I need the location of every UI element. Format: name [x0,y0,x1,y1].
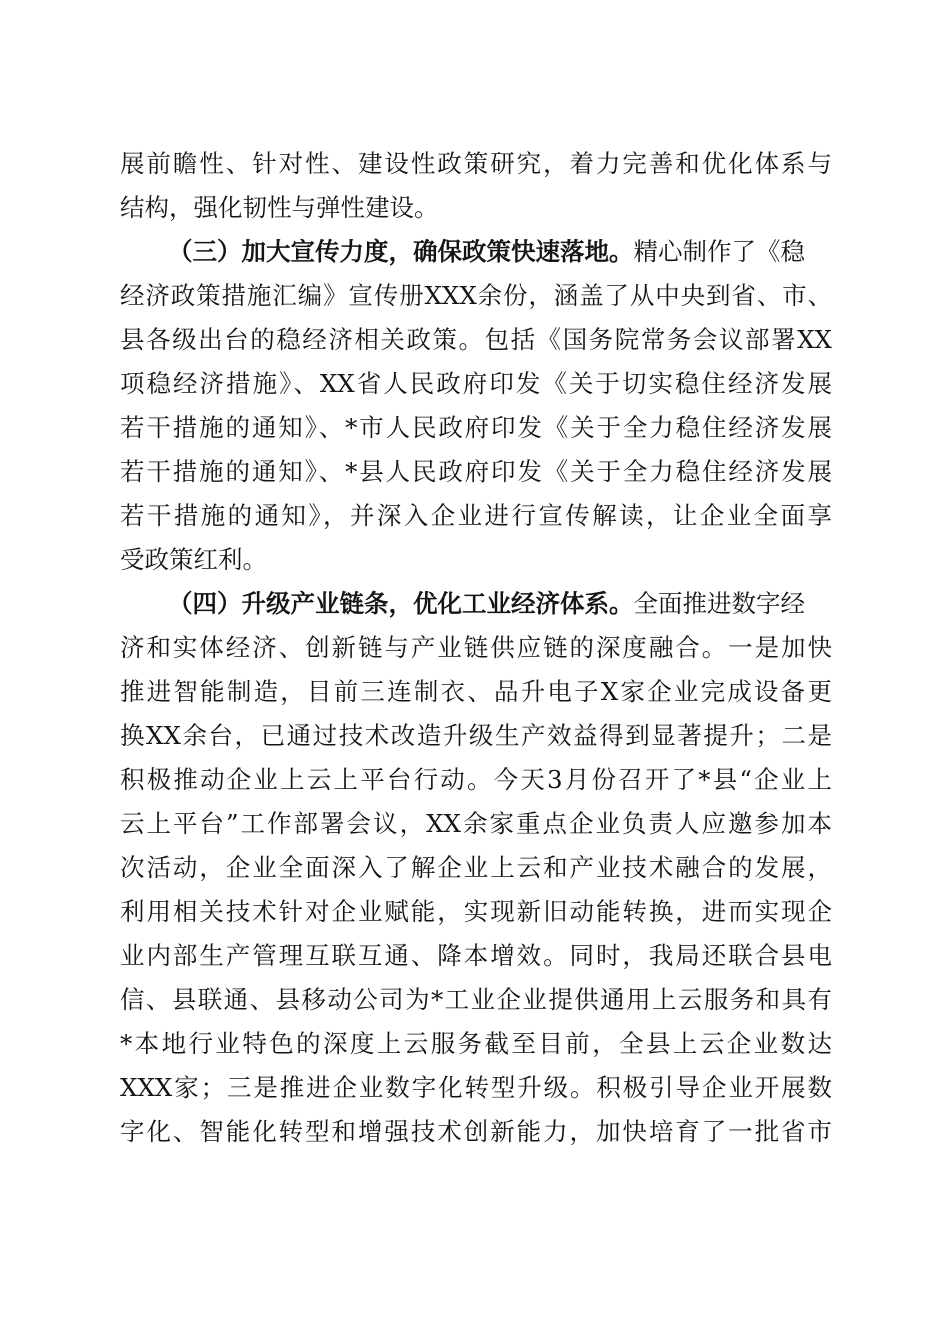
section-3-heading: （三）加大宣传力度，确保政策快速落地。 [168,237,634,266]
paragraph-line: XXX家；三是推进企业数字化转型升级。积极引导企业开展数 [120,1073,832,1102]
paragraph-line: 受政策红利。 [120,545,267,574]
paragraph-line: 结构，强化韧性与弹性建设。 [120,193,439,222]
paragraph-line: 信、县联通、县移动公司为*工业企业提供通用上云服务和具有 [120,985,832,1014]
paragraph-line: 推进智能制造，目前三连制衣、品升电子X家企业完成设备更 [120,677,832,706]
paragraph-line: 若干措施的通知》、*县人民政府印发《关于全力稳住经济发展 [120,457,832,486]
paragraph-line: 县各级出台的稳经济相关政策。包括《国务院常务会议部署XX [120,325,832,354]
paragraph-line: 次活动，企业全面深入了解企业上云和产业技术融合的发展， [120,853,832,882]
paragraph-line: 云上平台”工作部署会议，XX余家重点企业负责人应邀参加本 [120,809,832,838]
paragraph-line: 积极推动企业上云上平台行动。今天3月份召开了*县“企业上 [120,765,832,794]
section-4-text: 全面推进数字经 [633,589,805,618]
paragraph-line: 业内部生产管理互联互通、降本增效。同时，我局还联合县电 [120,941,832,970]
section-3-first-line [168,230,832,274]
paragraph-line: 若干措施的通知》、*市人民政府印发《关于全力稳住经济发展 [120,413,832,442]
paragraph-line: 经济政策措施汇编》宣传册XXX余份，涵盖了从中央到省、市、 [120,281,832,310]
paragraph-line: 展前瞻性、针对性、建设性政策研究，着力完善和优化体系与 [120,149,832,178]
section-3-text: 精心制作了《稳 [633,237,805,266]
paragraph-line: 若干措施的通知》，并深入企业进行宣传解读，让企业全面享 [120,501,832,530]
paragraph-line: 项稳经济措施》、XX省人民政府印发《关于切实稳住经济发展 [120,369,832,398]
paragraph-line: 利用相关技术针对企业赋能，实现新旧动能转换，进而实现企 [120,897,832,926]
section-4-first-line [168,582,832,626]
paragraph-line: 济和实体经济、创新链与产业链供应链的深度融合。一是加快 [120,633,832,662]
paragraph-line: 换XX余台，已通过技术改造升级生产效益得到显著提升；二是 [120,721,832,750]
paragraph-line: *本地行业特色的深度上云服务截至目前，全县上云企业数达 [120,1029,832,1058]
paragraph-line: 字化、智能化转型和增强技术创新能力，加快培育了一批省市 [120,1117,832,1146]
section-4-heading: （四）升级产业链条，优化工业经济体系。 [168,589,634,618]
